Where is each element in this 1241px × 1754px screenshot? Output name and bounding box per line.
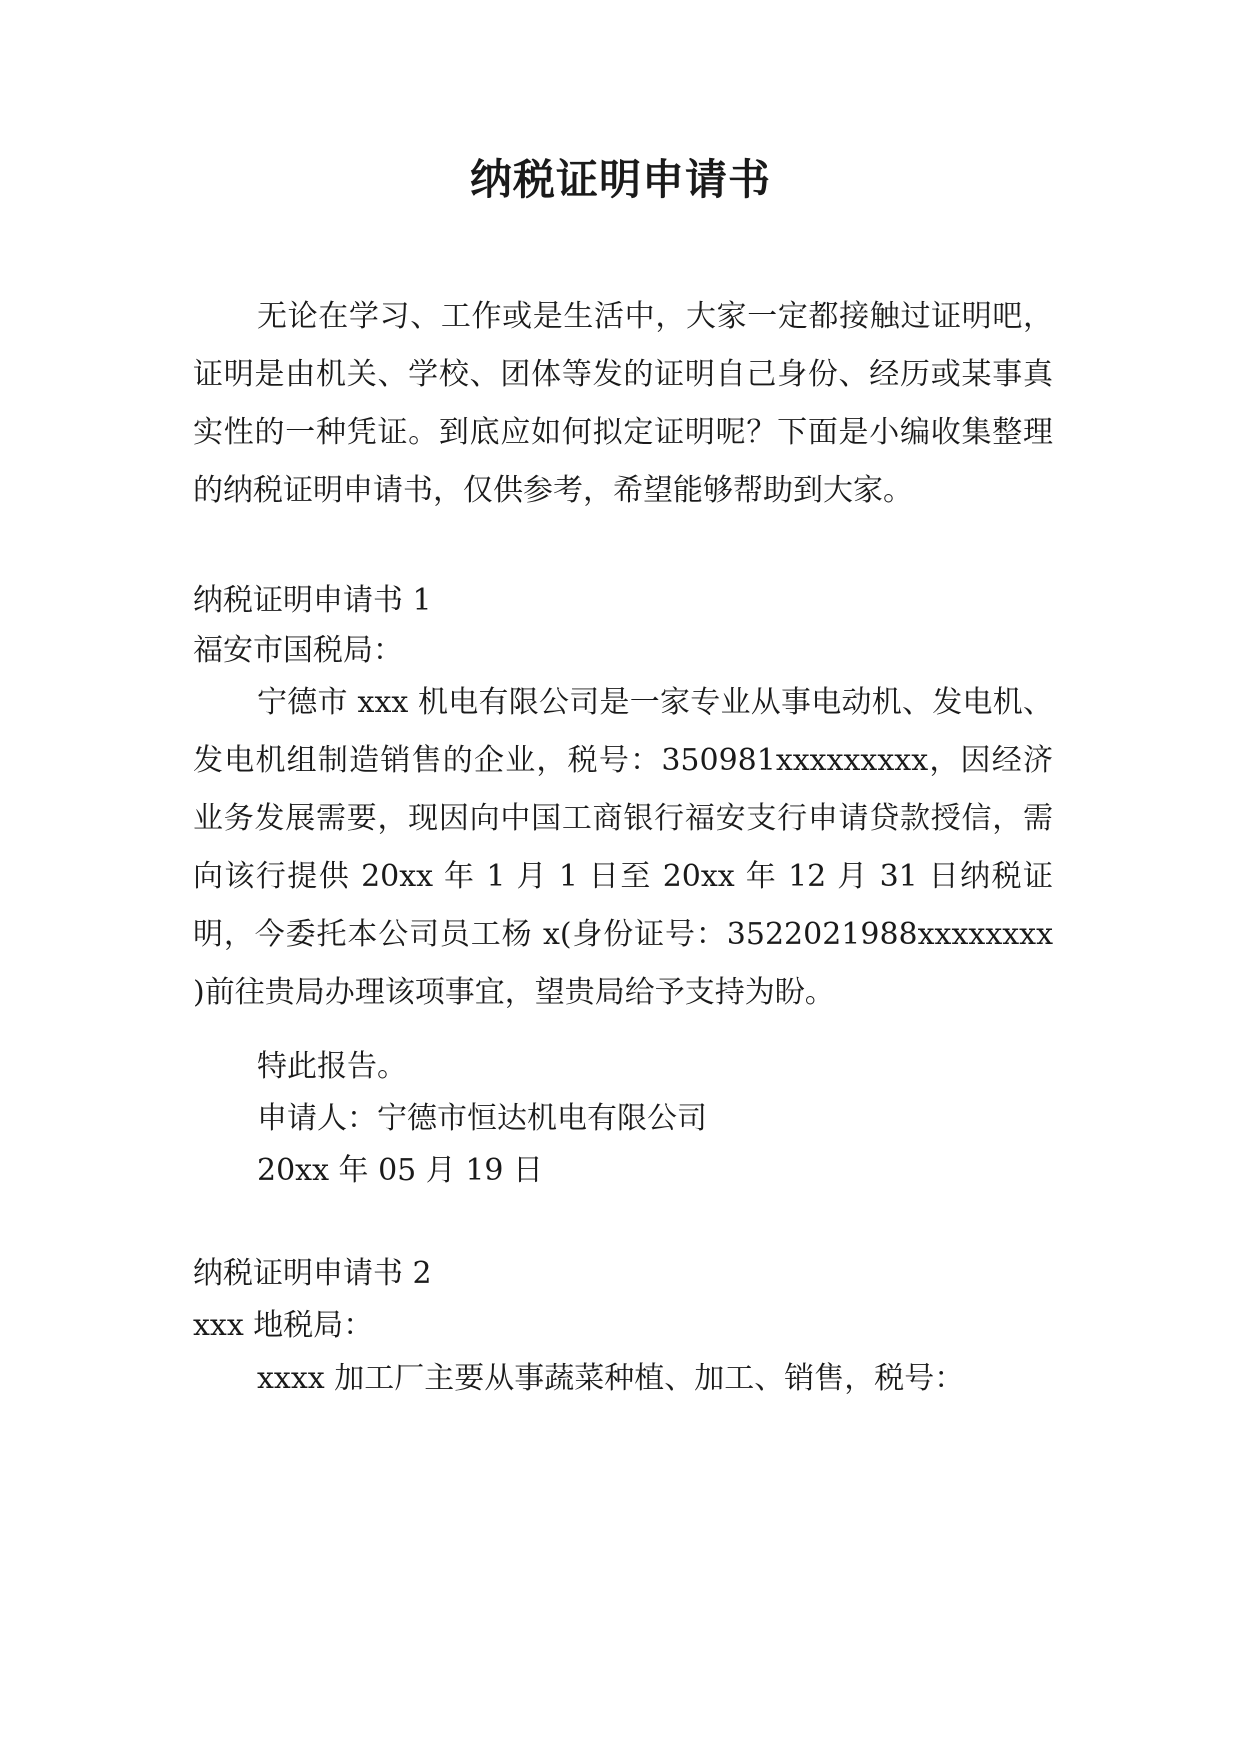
section-1-closing: 特此报告。: [257, 1049, 407, 1084]
section-2-addressee: xxx 地税局：: [193, 1308, 374, 1343]
section-1-applicant: 申请人：宁德市恒达机电有限公司: [257, 1101, 707, 1136]
section-2-body-start: xxxx 加工厂主要从事蔬菜种植、加工、销售，税号：: [257, 1361, 965, 1396]
section-1-body: 宁德市 xxx 机电有限公司是一家专业从事电动机、发电机、发电机组制造销售的企业，税号：350981xxxxxxxxx，因经济业务发展需要，现因向中国工商银行福安支行申请贷款授信，需向该行提供 20xx 年 1 月 1 日至 20xx 年 12 月 31 日纳税证明，今委托本公司员工杨 x(身份证号：3522021988xxxxxxxx )前往贵局办理该项事宜，望贵局给予支持为盼。: [193, 685, 1053, 1010]
document-title: 纳税证明申请书: [469, 155, 771, 204]
section-2-heading: 纳税证明申请书 2: [193, 1256, 432, 1291]
section-1-heading: 纳税证明申请书 1: [193, 583, 432, 618]
section-1-addressee: 福安市国税局：: [193, 633, 403, 668]
section-1-date: 20xx 年 05 月 19 日: [257, 1153, 544, 1188]
intro-paragraph: 无论在学习、工作或是生活中，大家一定都接触过证明吧，证明是由机关、学校、团体等发的证明自己身份、经历或某事真实性的一种凭证。到底应如何拟定证明呢？下面是小编收集整理的纳税证明申请书，仅供参考，希望能够帮助到大家。: [193, 299, 1053, 508]
